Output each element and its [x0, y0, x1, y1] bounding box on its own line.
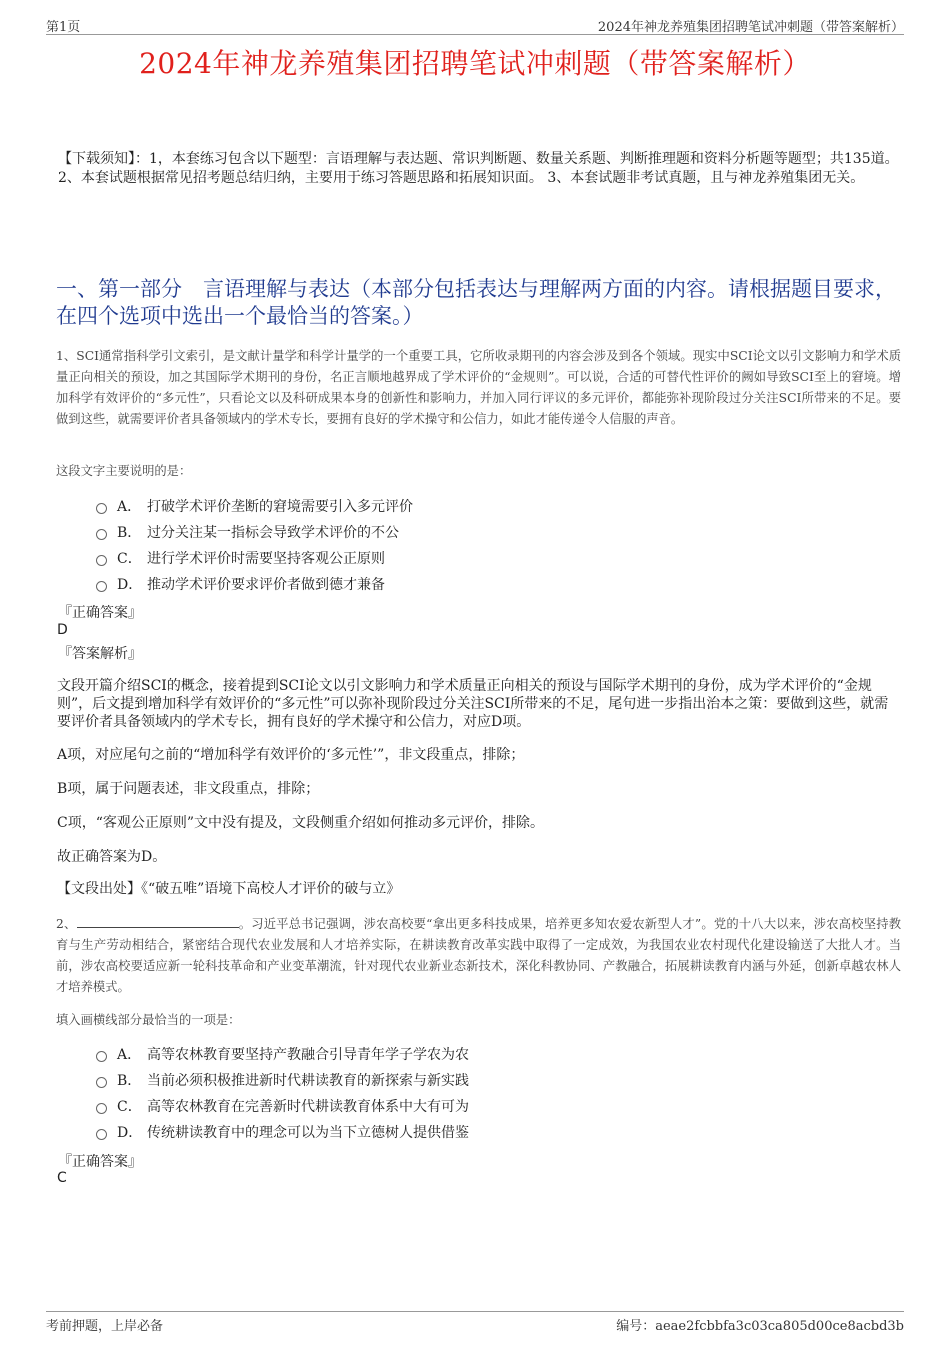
- question-1-option-c[interactable]: [96, 548, 385, 568]
- radio-icon[interactable]: [96, 1129, 107, 1140]
- radio-icon[interactable]: [96, 1051, 107, 1062]
- option-text: 传统耕读教育中的理念可以为当下立德树人提供借鉴: [147, 1125, 469, 1141]
- section-heading: 一、第一部分 言语理解与表达（本部分包括表达与理解两方面的内容。请根据题目要求，在四个选项中选出一个最恰当的答案。）: [56, 277, 896, 328]
- question-1-stem: 1、SCI通常指科学引文索引，是文献计量学和科学计量学的一个重要工具，它所收录期刊的内容会涉及到各个领域。现实中SCI论文以引文影响力和学术质量正向相关的预设，加之其国际学术期刊的身份，名正言顺地越界成了学术评价的“金规则”。可以说，合适的可替代性评价的阙如导致SCI至上的窘境。增加科学有效评价的“多元性”，只看论文以及科研成果本身的创新性和影响力，并加入同行评议的多元评价，都能弥补现阶段过分关注SCI所带来的不足。要做到这些，就需要评价者具备领域内的学术专长，要拥有良好的学术操守和公信力，如此才能传递令人信服的声音。: [56, 349, 901, 426]
- fill-in-blank: [77, 915, 239, 928]
- question-2-option-b[interactable]: [96, 1070, 469, 1090]
- question-2-option-c[interactable]: [96, 1096, 469, 1116]
- question-1-prompt: 这段文字主要说明的是：: [56, 464, 192, 478]
- radio-icon[interactable]: [96, 529, 107, 540]
- question-2-stem-text: 。习近平总书记强调，涉农高校要“拿出更多科技成果，培养更多知农爱农新型人才”。党的十八大以来，涉农高校坚持教育与生产劳动相结合，紧密结合现代农业发展和人才培养实际，在耕读教育改革实践中取得了一定成效，为我国农业农村现代化建设输送了大批人才。当前，涉农高校要适应新一轮科技革命和产业变革潮流，针对现代农业新业态新技术，深化科教协同、产教融合，拓展耕读教育内涵与外延，创新卓越农林人才培养模式。: [56, 917, 902, 994]
- question-1-analysis-label: 『答案解析』: [58, 646, 142, 662]
- page-footer: [46, 1311, 904, 1332]
- option-key: D．: [117, 577, 143, 593]
- footer-serial: 编号：aeae2fcbbfa3c03ca805d00ce8acbd3b: [616, 1319, 904, 1334]
- option-text: 当前必须积极推进新时代耕读教育的新探索与新实践: [147, 1073, 469, 1089]
- analysis-paragraph: 文段开篇介绍SCI的概念，接着提到SCI论文以引文影响力和学术质量正向相关的预设与国际学术期刊的身份，成为学术评价的“金规则”，后文提到增加科学有效评价的“多元性”可以弥补现阶段过分关注SCI所带来的不足，尾句进一步指出治本之策：要做到这些，就需要评价者具备领域内的学术专长，拥有良好的学术操守和公信力，对应D项。: [57, 678, 889, 730]
- question-2-answer: C: [57, 1170, 67, 1186]
- document-title: 2024年神龙养殖集团招聘笔试冲刺题（带答案解析）: [139, 47, 811, 80]
- radio-icon[interactable]: [96, 503, 107, 514]
- question-1-option-a[interactable]: [96, 496, 413, 516]
- question-2-stem: [56, 914, 901, 998]
- radio-icon[interactable]: [96, 555, 107, 566]
- analysis-paragraph: C项，“客观公正原则”文中没有提及，文段侧重介绍如何推动多元评价，排除。: [57, 815, 545, 831]
- question-2-answer-label: 『正确答案』: [58, 1154, 142, 1170]
- question-1-answer: D: [57, 622, 68, 638]
- header-doc-title: 2024年神龙养殖集团招聘笔试冲刺题（带答案解析）: [597, 20, 904, 35]
- question-2-prompt: 填入画横线部分最恰当的一项是：: [56, 1013, 241, 1027]
- page-header: [46, 14, 904, 35]
- radio-icon[interactable]: [96, 581, 107, 592]
- option-text: 高等农林教育在完善新时代耕读教育体系中大有可为: [147, 1099, 469, 1115]
- option-key: B．: [117, 1073, 142, 1089]
- option-key: C．: [117, 1099, 142, 1115]
- radio-icon[interactable]: [96, 1103, 107, 1114]
- question-1-option-d[interactable]: [96, 574, 385, 594]
- question-1-answer-label: 『正确答案』: [58, 605, 142, 621]
- analysis-paragraph: B项，属于问题表述，非文段重点，排除；: [57, 781, 320, 797]
- question-2-option-a[interactable]: [96, 1044, 469, 1064]
- question-2-number: 2、: [56, 917, 77, 931]
- question-1-option-b[interactable]: [96, 522, 399, 542]
- footer-slogan: 考前押题，上岸必备: [46, 1319, 164, 1334]
- page-number: 第1页: [46, 20, 81, 35]
- option-text: 进行学术评价时需要坚持客观公正原则: [147, 551, 385, 567]
- option-key: A．: [117, 1047, 142, 1063]
- option-text: 推动学术评价要求评价者做到德才兼备: [147, 577, 385, 593]
- option-text: 高等农林教育要坚持产教融合引导青年学子学农为农: [147, 1047, 469, 1063]
- option-text: 过分关注某一指标会导致学术评价的不公: [147, 525, 399, 541]
- question-2-option-d[interactable]: [96, 1122, 469, 1142]
- analysis-source: 【文段出处】《“破五唯”语境下高校人才评价的破与立》: [57, 881, 401, 897]
- option-key: D．: [117, 1125, 143, 1141]
- analysis-paragraph: 故正确答案为D。: [57, 849, 167, 865]
- option-key: B．: [117, 525, 142, 541]
- option-text: 打破学术评价垄断的窘境需要引入多元评价: [147, 499, 413, 515]
- radio-icon[interactable]: [96, 1077, 107, 1088]
- option-key: A．: [117, 499, 142, 515]
- download-notice: 【下载须知】：1，本套练习包含以下题型：言语理解与表达题、常识判断题、数量关系题、判断推理题和资料分析题等题型；共135道。 2、本套试题根据常见招考题总结归纳，主要用于练习答题思路和拓展知识面。 3、本套试题非考试真题，且与神龙养殖集团无关。: [58, 151, 899, 186]
- option-key: C．: [117, 551, 142, 567]
- analysis-paragraph: A项，对应尾句之前的“增加科学有效评价的‘多元性’”，非文段重点，排除；: [57, 747, 525, 763]
